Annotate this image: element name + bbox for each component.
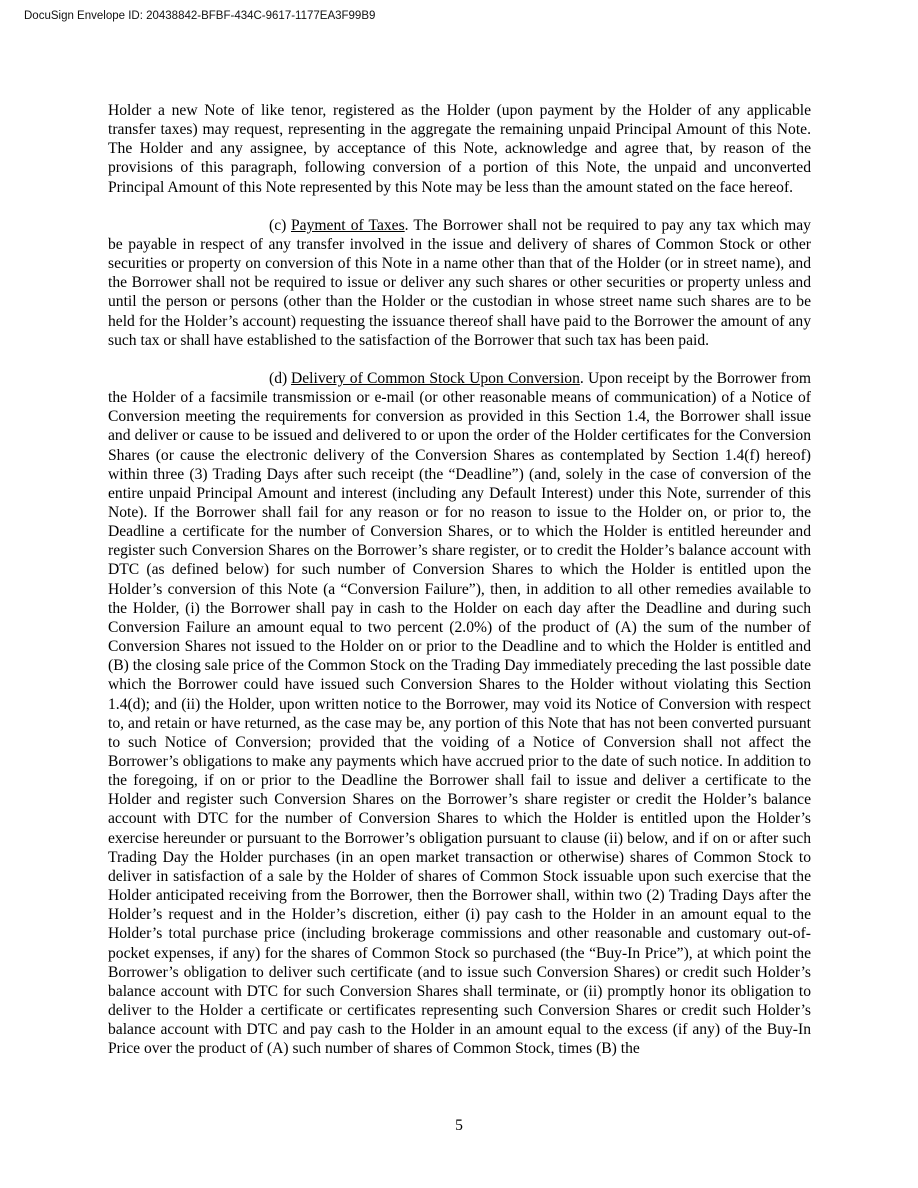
section-c-body: . The Borrower shall not be required to pay any tax which may be payable in respect of any transfer involved in the issue and delivery of shares of Common Stock or other securities or property on conversion of this Note in a name other than that of the Holder (or in street name), and the Borrower shall not be required to issue or deliver any such shares or other securities or property unless and until the person or persons (other than the Holder or the custodian in whose street name such shares are to be held for the Holder’s account) requesting the issuance thereof shall have paid to the Borrower the amount of any such tax or shall have established to the satisfaction of the Borrower that such tax has been paid.: [108, 216, 811, 349]
intro-paragraph: Holder a new Note of like tenor, registered as the Holder (upon payment by the Holder of any applicable transfer taxes) may request, representing in the aggregate the remaining unpaid Principal Amount of this Note. The Holder and any assignee, by acceptance of this Note, acknowledge and agree that, by reason of the provisions of this paragraph, following conversion of a portion of this Note, the unpaid and unconverted Principal Amount of this Note represented by this Note may be less than the amount stated on the face hereof.: [108, 102, 811, 196]
section-d-label: (d): [269, 369, 288, 387]
section-c-heading: Payment of Taxes: [291, 216, 405, 234]
docusign-envelope-id: DocuSign Envelope ID: 20438842-BFBF-434C-9617-1177EA3F99B9: [24, 10, 376, 22]
document-body: [108, 101, 811, 1059]
page-number: 5: [455, 1117, 463, 1134]
paragraph-spacer: [108, 350, 811, 369]
section-c-paragraph: [108, 216, 811, 350]
section-d-heading: Delivery of Common Stock Upon Conversion: [291, 369, 580, 387]
section-d-paragraph: [108, 369, 811, 1059]
paragraph-spacer: [108, 197, 811, 216]
section-d-body: . Upon receipt by the Borrower from the Holder of a facsimile transmission or e-mail (or other reasonable means of communication) of a Notice of Conversion meeting the requirements for conversion as provided in this Section 1.4, the Borrower shall issue and deliver or cause to be issued and delivered to or upon the order of the Holder certificates for the Conversion Shares (or cause the electronic delivery of the Conversion Shares as contemplated by Section 1.4(f) hereof) within three (3) Trading Days after such receipt (the “Deadline”) (and, solely in the case of conversion of the entire unpaid Principal Amount and interest (including any Default Interest) under this Note, surrender of this Note). If the Borrower shall fail for any reason or for no reason to issue to the Holder on, or prior to, the Deadline a certificate for the number of Conversion Shares, or to which the Holder is entitled hereunder and register such Conversion Shares on the Borrower’s share register, or to credit the Holder’s balance account with DTC (as defined below) for such number of Conversion Shares to which the Holder is entitled upon the Holder’s conversion of this Note (a “Conversion Failure”), then, in addition to all other remedies available to the Holder, (i) the Borrower shall pay in cash to the Holder on each day after the Deadline and during such Conversion Failure an amount equal to two percent (2.0%) of the product of (A) the sum of the number of Conversion Shares not issued to the Holder on or prior to the Deadline and to which the Holder is entitled and (B) the closing sale price of the Common Stock on the Trading Day immediately preceding the last possible date which the Borrower could have issued such Conversion Shares to the Holder without violating this Section 1.4(d); and (ii) the Holder, upon written notice to the Borrower, may void its Notice of Conversion with respect to, and retain or have returned, as the case may be, any portion of this Note that has not been converted pursuant to such Notice of Conversion; provided that the voiding of a Notice of Conversion shall not affect the Borrower’s obligations to make any payments which have accrued prior to the date of such notice. In addition to the foregoing, if on or prior to the Deadline the Borrower shall fail to issue and deliver a certificate to the Holder and register such Conversion Shares on the Borrower’s share register or credit the Holder’s balance account with DTC for the number of Conversion Shares to which the Holder is entitled upon the Holder’s exercise hereunder or pursuant to the Borrower’s obligation pursuant to clause (ii) below, and if on or after such Trading Day the Holder purchases (in an open market transaction or otherwise) shares of Common Stock to deliver in satisfaction of a sale by the Holder of shares of Common Stock issuable upon such exercise that the Holder anticipated receiving from the Borrower, then the Borrower shall, within two (2) Trading Days after the Holder’s request and in the Holder’s discretion, either (i) pay cash to the Holder in an amount equal to the Holder’s total purchase price (including brokerage commissions and other reasonable and customary out-of-pocket expenses, if any) for the shares of Common Stock so purchased (the “Buy-In Price”), at which point the Borrower’s obligation to deliver such certificate (and to issue such Conversion Shares) or credit such Holder’s balance account with DTC for such Conversion Shares shall terminate, or (ii) promptly honor its obligation to deliver to the Holder a certificate or certificates representing such Conversion Shares or credit such Holder’s balance account with DTC and pay cash to the Holder in an amount equal to the excess (if any) of the Buy-In Price over the product of (A) such number of shares of Common Stock, times (B) the: [108, 369, 811, 1058]
section-c-label: (c): [269, 216, 287, 234]
